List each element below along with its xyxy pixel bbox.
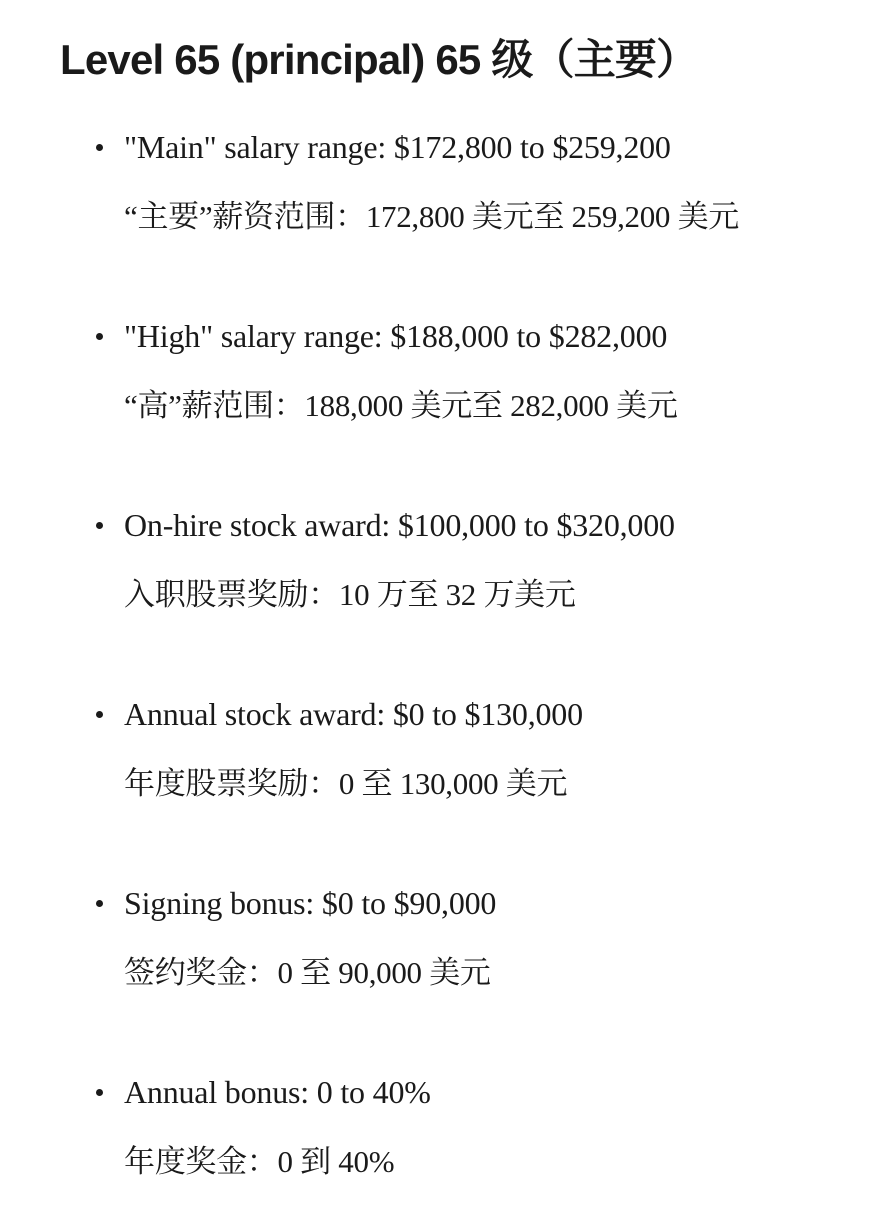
item-chinese-text: “主要”薪资范围：172,800 美元至 259,200 美元: [124, 199, 739, 234]
item-english-text: Annual stock award: $0 to $130,000: [124, 696, 583, 732]
bullet-icon: [96, 333, 103, 340]
bullet-icon: [96, 900, 103, 907]
item-english-text: On-hire stock award: $100,000 to $320,000: [124, 507, 675, 543]
list-item-annual-bonus: [124, 1069, 864, 1185]
item-english-text: "Main" salary range: $172,800 to $259,200: [124, 129, 671, 165]
level-heading: Level 65 (principal) 65 级（主要）: [60, 36, 698, 83]
list-item-main-salary: [124, 124, 864, 240]
item-chinese-text: “高”薪范围：188,000 美元至 282,000 美元: [124, 388, 678, 423]
item-chinese-text: 入职股票奖励：10 万至 32 万美元: [124, 577, 576, 612]
item-english-text: Signing bonus: $0 to $90,000: [124, 885, 497, 921]
item-english-text: Annual bonus: 0 to 40%: [124, 1074, 431, 1110]
item-chinese-text: 年度股票奖励：0 至 130,000 美元: [124, 766, 568, 801]
item-chinese-text: 签约奖金：0 至 90,000 美元: [124, 955, 491, 990]
bullet-icon: [96, 1089, 103, 1096]
bullet-icon: [96, 711, 103, 718]
list-item-annual-stock: [124, 691, 864, 807]
list-item-high-salary: [124, 313, 864, 429]
bullet-icon: [96, 144, 103, 151]
list-item-on-hire-stock: [124, 502, 864, 618]
bullet-icon: [96, 522, 103, 529]
list-item-signing-bonus: [124, 880, 864, 996]
item-chinese-text: 年度奖金：0 到 40%: [124, 1144, 395, 1179]
item-english-text: "High" salary range: $188,000 to $282,000: [124, 318, 668, 354]
